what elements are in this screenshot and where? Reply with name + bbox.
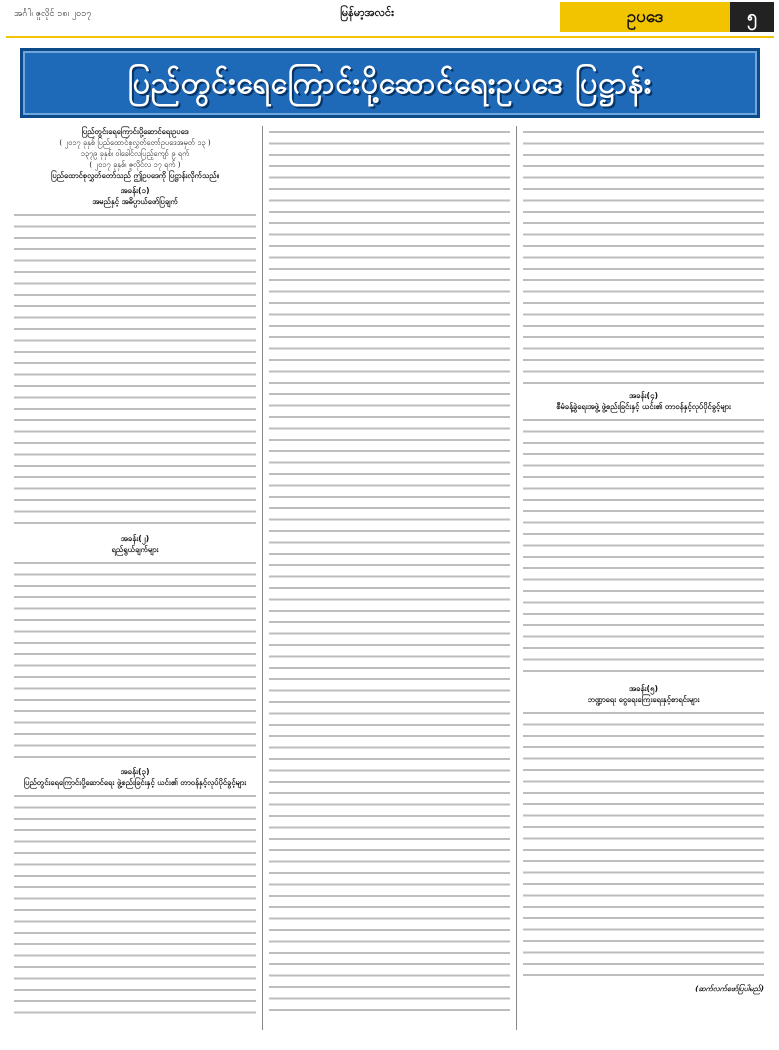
chapter-title: ဘဏ္ဍာရေး ငွေရေးကြေးရေးနှင့်စာရင်းများ: [587, 695, 700, 704]
article-column-2: [262, 126, 516, 1030]
chapter-title: စီမံခန့်ခွဲရေးအဖွဲ့ ဖွဲ့စည်းခြင်းနှင့် ယင်း၏ တာဝန်နှင့်လုပ်ပိုင်ခွင့်များ: [556, 402, 731, 411]
continued-note: (ဆက်လက်ဖော်ပြပါမည်): [695, 984, 764, 993]
page-number: ၅: [730, 2, 774, 32]
law-date-en: ( ၂၀၁၇ ခုနှစ်၊ ဇူလိုင်လ ၁၇ ရက် ): [89, 160, 181, 169]
page-header: [0, 0, 779, 34]
publication-date: အင်္ဂါ၊ ဇူလိုင် ၁၈၊ ၂၀၁၇: [14, 9, 92, 19]
chapter-heading: အခန်း(၅): [628, 684, 659, 693]
article-column-1: [8, 126, 262, 1030]
body-text-block: [269, 126, 510, 1018]
body-text-block: [14, 557, 256, 762]
chapter-heading: အခန်း(၃): [120, 767, 150, 776]
chapter-heading: အခန်း(၂): [120, 534, 150, 543]
body-text-block: [523, 414, 764, 679]
chapter-title: ရည်ရွယ်ချက်များ: [111, 545, 159, 554]
newspaper-masthead: မြန်မာ့အလင်း: [340, 6, 394, 19]
chapter-heading: အခန်း(၄): [628, 391, 659, 400]
headline-title: ပြည်တွင်းရေကြောင်းပို့ဆောင်ရေးဥပဒေ ပြဋ္ဌာန်း: [127, 66, 653, 101]
law-date-mm: ၁၃၇၉ ခုနှစ်၊ ဝါခေါင်လပြည့်ကျော် ၉ ရက်: [80, 149, 190, 158]
chapter-heading: အခန်း(၁): [120, 186, 150, 195]
body-text-block: [14, 209, 256, 529]
body-text-block: [14, 790, 256, 1020]
header-divider: [6, 36, 774, 38]
article-body: [8, 126, 770, 1030]
body-text-block: [523, 126, 764, 386]
body-text-block: [523, 707, 764, 977]
chapter-title: ပြည်တွင်းရေကြောင်းပို့ဆောင်ရေး ဖွဲ့စည်းခြင်းနှင့် ယင်း၏ တာဝန်နှင့်လုပ်ပိုင်ခွင့်များ: [23, 778, 247, 787]
law-title: ပြည်တွင်းရေကြောင်းပို့ဆောင်ရေးဥပဒေ: [81, 127, 189, 136]
chapter-title: အမည်နှင့် အဓိပ္ပာယ်ဖော်ပြချက်: [92, 197, 178, 206]
article-column-3: [516, 126, 770, 1030]
law-number: ( ၂၀၁၇ ခုနှစ် ပြည်ထောင်စုလွှတ်တော်ဥပဒေအမှတ် ၁၃ ): [59, 138, 211, 147]
enactment-statement: ပြည်ထောင်စုလွှတ်တော်သည် ဤဥပဒေကို ပြဋ္ဌာန်းလိုက်သည်။: [51, 171, 219, 180]
headline-banner: [20, 48, 760, 118]
section-tag: ဥပဒေ: [560, 2, 730, 32]
